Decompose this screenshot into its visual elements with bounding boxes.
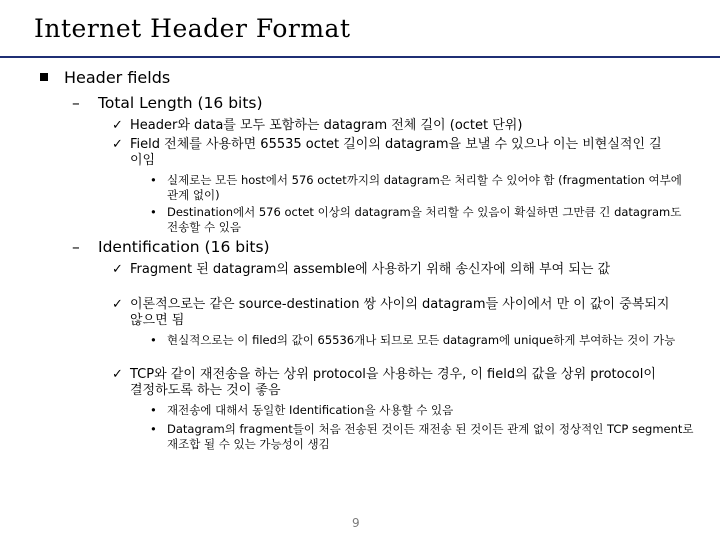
dot-item <box>150 422 695 452</box>
subheading-identification-text: Identification (16 bits) <box>98 238 270 256</box>
check-icon: ✓ <box>112 297 123 312</box>
dot-item <box>150 403 695 418</box>
dot-item <box>150 333 695 348</box>
square-bullet-icon <box>40 73 48 81</box>
dot-bullet: • <box>150 403 157 417</box>
title-underline <box>0 56 720 58</box>
check-item-text: Header와 data를 모두 포함하는 datagram 전체 길이 (octet 단위) <box>130 118 523 133</box>
dot-item-text: Destination에서 576 octet 이상의 datagram을 처리할 수 있음이 확실하면 그만큼 긴 datagram도 전송할 수 있음 <box>167 205 682 234</box>
dot-item-text: 현실적으로는 이 filed의 값이 65536개나 되므로 모든 datagram에 unique하게 부여하는 것이 가능 <box>167 333 676 347</box>
page-number: 9 <box>352 516 360 530</box>
dot-bullet: • <box>150 422 157 436</box>
subheading-total-length <box>72 94 263 112</box>
bullet-header-fields-text: Header fields <box>64 68 171 87</box>
check-icon: ✓ <box>112 367 123 382</box>
check-item <box>112 118 672 134</box>
dot-item-text: 재전송에 대해서 동일한 Identification을 사용할 수 있음 <box>167 403 454 417</box>
bullet-header-fields <box>40 68 170 87</box>
subheading-identification <box>72 238 270 256</box>
dash-bullet: – <box>72 238 80 256</box>
dot-item-text: Datagram의 fragment들이 처음 전송된 것이든 재전송 된 것이든 관계 없이 정상적인 TCP segment로 재조합 될 수 있는 가능성이 생김 <box>167 422 694 451</box>
check-icon: ✓ <box>112 262 123 277</box>
slide-title: Internet Header Format <box>34 14 351 43</box>
check-icon: ✓ <box>112 118 123 133</box>
dash-bullet: – <box>72 94 80 112</box>
dot-item-text: 실제로는 모든 host에서 576 octet까지의 datagram은 처리할 수 있어야 함 (fragmentation 여부에 관계 없이) <box>167 173 682 202</box>
subheading-total-length-text: Total Length (16 bits) <box>98 94 263 112</box>
check-item <box>112 137 672 169</box>
dot-item <box>150 173 695 203</box>
check-item-text: TCP와 같이 재전송을 하는 상위 protocol을 사용하는 경우, 이 field의 값을 상위 protocol이 결정하도록 하는 것이 좋음 <box>130 367 656 398</box>
check-icon: ✓ <box>112 137 123 152</box>
check-item <box>112 297 672 329</box>
dot-bullet: • <box>150 173 157 187</box>
check-item-text: Fragment 된 datagram의 assemble에 사용하기 위해 송신자에 의해 부여 되는 값 <box>130 262 611 277</box>
check-item-text: Field 전체를 사용하면 65535 octet 길이의 datagram을 보낼 수 있으나 이는 비현실적인 길이임 <box>130 137 662 168</box>
check-item <box>112 367 672 399</box>
dot-item <box>150 205 695 235</box>
dot-bullet: • <box>150 333 157 347</box>
check-item <box>112 262 672 278</box>
check-item-text: 이론적으로는 같은 source-destination 쌍 사이의 datagram들 사이에서 만 이 값이 중복되지 않으면 됨 <box>130 297 670 328</box>
dot-bullet: • <box>150 205 157 219</box>
